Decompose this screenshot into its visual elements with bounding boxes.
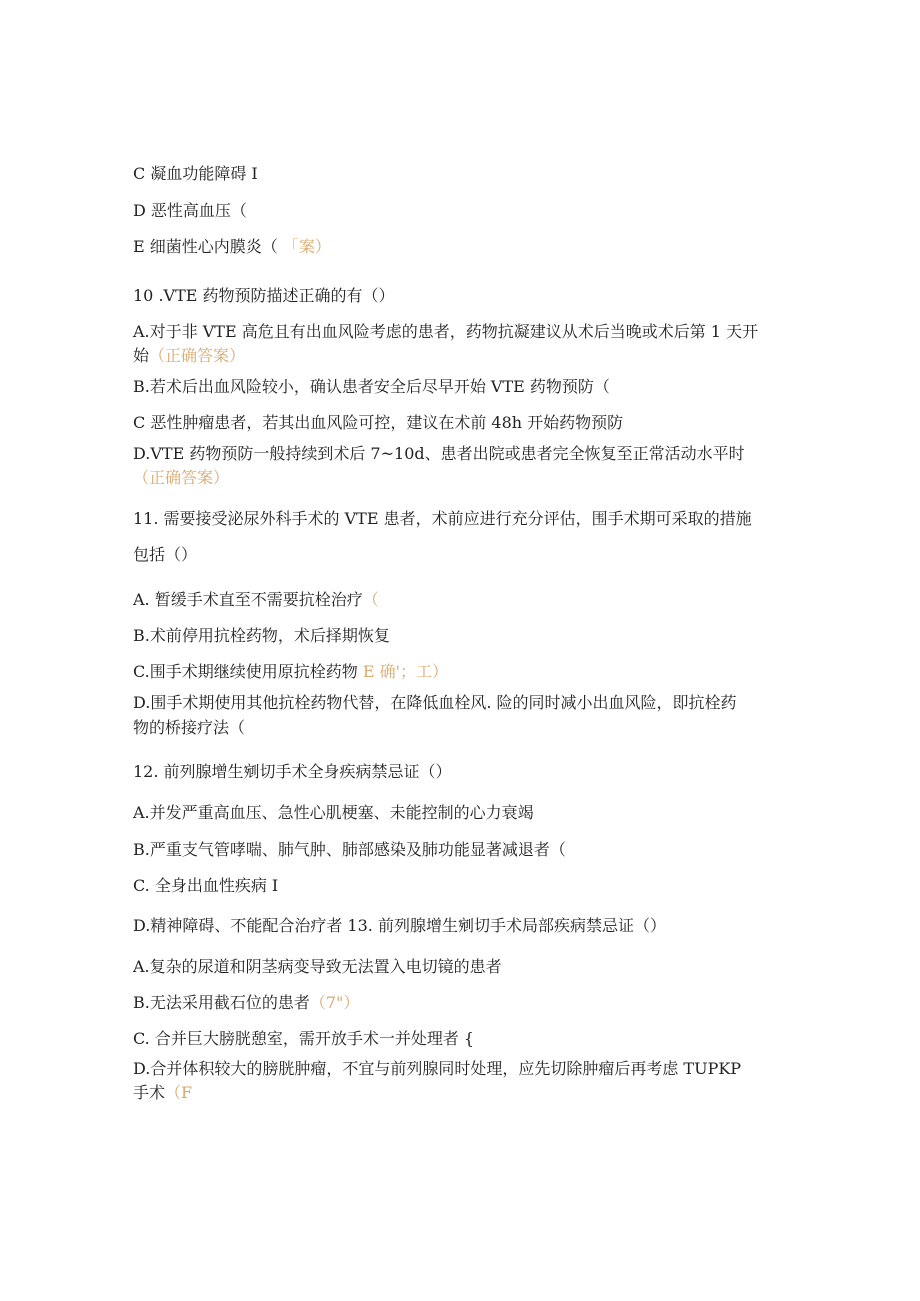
answer-mark: （7"） xyxy=(309,993,360,1012)
option-line: 始（正确答案） xyxy=(133,346,246,365)
option-line: D.精神障碍、不能配合治疗者 13. 前列腺增生剜切手术局部疾病禁忌证（） xyxy=(133,916,666,935)
option-line: C. 全身出血性疾病 I xyxy=(133,876,279,895)
answer-mark: 「案） xyxy=(277,237,331,256)
option-line: C. 合并巨大膀胱憩室，需开放手术一并处理者 { xyxy=(133,1029,475,1048)
option-line: A.复杂的尿道和阴茎病变导致无法置入电切镜的患者 xyxy=(133,957,502,976)
question-line: 10 .VTE 药物预防描述正确的有（） xyxy=(133,286,395,305)
question-line: 包括（） xyxy=(133,545,198,564)
answer-mark: （正确答案） xyxy=(149,346,246,365)
option-line: D.围手术期使用其他抗栓药物代替，在降低血栓风. 险的同时减小出血风险，即抗栓药 xyxy=(133,693,737,712)
question-line: 12. 前列腺增生剜切手术全身疾病禁忌证（） xyxy=(133,762,452,781)
option-line: B.术前停用抗栓药物，术后择期恢复 xyxy=(133,626,390,645)
option-line: 手术（F xyxy=(133,1083,193,1102)
answer-mark: （正确答案） xyxy=(133,468,230,487)
option-line: A.并发严重高血压、急性心肌梗塞、未能控制的心力衰竭 xyxy=(133,803,534,822)
question-line: 11. 需要接受泌尿外科手术的 VTE 患者，术前应进行充分评估，围手术期可采取的措施 xyxy=(133,509,752,528)
option-line: C.围手术期继续使用原抗栓药物 E 确'；工） xyxy=(133,662,449,681)
option-line xyxy=(133,468,229,488)
answer-mark: （ xyxy=(362,590,379,609)
option-line: 物的桥接疗法（ xyxy=(133,718,246,737)
option-line: D.VTE 药物预防一般持续到术后 7~10d、患者出院或患者完全恢复至正常活动水平时 xyxy=(133,444,745,463)
option-line: B.严重支气管哮喘、肺气肿、肺部感染及肺功能显著减退者（ xyxy=(133,840,566,859)
option-line: C 恶性肿瘤患者，若其出血风险可控，建议在术前 48h 开始药物预防 xyxy=(133,413,624,432)
option-line: E 细菌性心内膜炎（ 「案） xyxy=(133,237,331,256)
option-line: C 凝血功能障碍 I xyxy=(133,164,258,183)
option-line: D.合并体积较大的膀胱肿瘤，不宜与前列腺同时处理，应先切除肿瘤后再考虑 TUPKP xyxy=(133,1059,742,1078)
option-line: B.若术后出血风险较小，确认患者安全后尽早开始 VTE 药物预防（ xyxy=(133,377,610,396)
answer-mark: （F xyxy=(165,1083,193,1102)
answer-mark: E 确'；工） xyxy=(357,662,449,681)
option-line: D 恶性高血压（ xyxy=(133,201,247,220)
option-line: A.对于非 VTE 高危且有出血风险考虑的患者，药物抗凝建议从术后当晚或术后第 1 天开 xyxy=(133,322,759,341)
option-line: B.无法采用截石位的患者（7"） xyxy=(133,993,360,1012)
option-line: A. 暂缓手术直至不需要抗栓治疗（ xyxy=(133,590,379,609)
